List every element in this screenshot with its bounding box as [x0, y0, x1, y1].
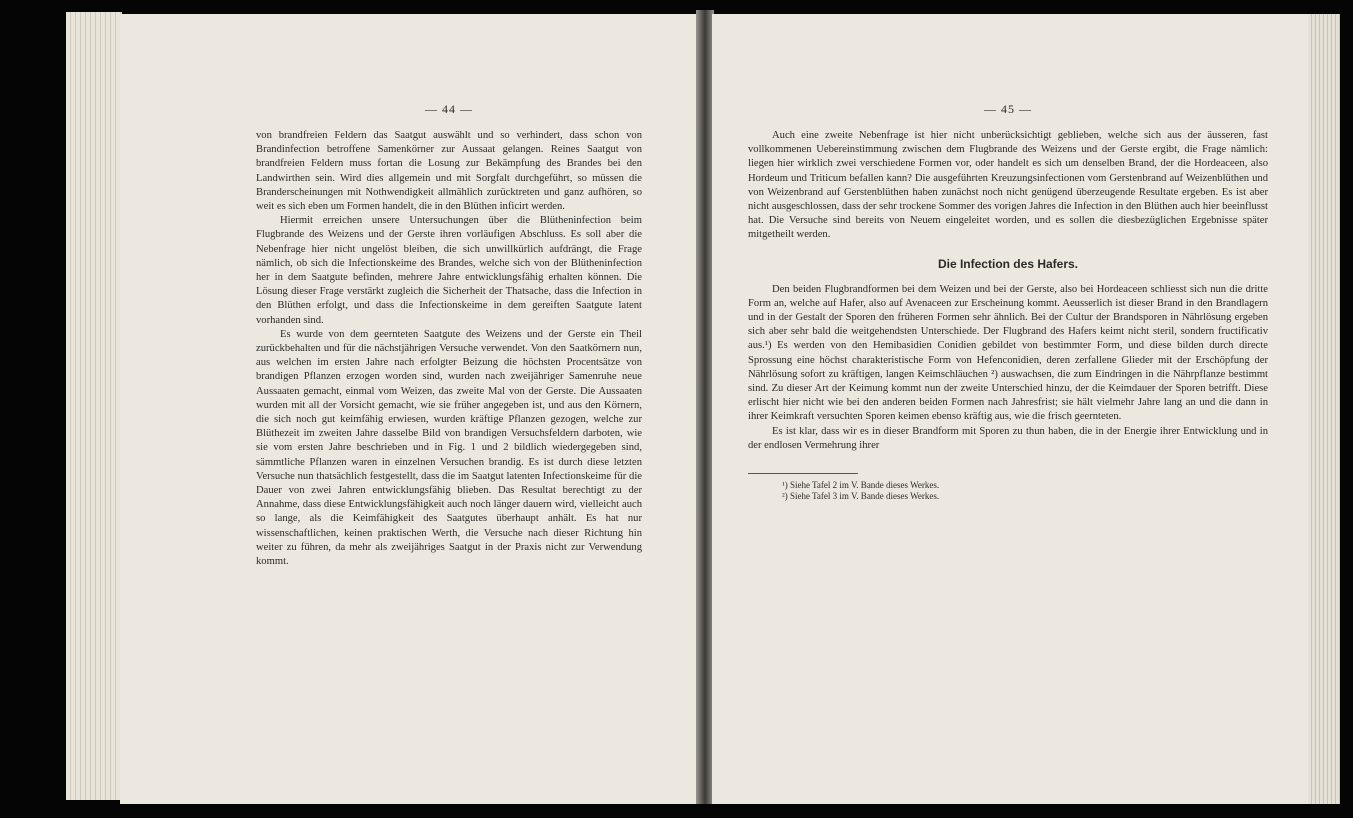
section-heading: Die Infection des Hafers. — [937, 256, 1079, 271]
paragraph: Auch eine zweite Nebenfrage ist hier nicht unberücksichtigt geblieben, welche sich aus der äusseren, fast vollkommenen Uebereinstimmung zwischen dem Flugbrande des Weizens und der Gerste ergibt, die Frage nämlich: liegen hier wirklich zwei verschiedene Formen vor, oder handelt es sich um denselben Brand, der die Hordeaceen, also Hordeum und Triticum befallen kann? Die ausgeführten Kreuzungsinfectionen vom Gerstenbrand auf Weizenblüthen und von Weizenbrand auf Gerstenblüthen haben zunächst noch nicht genügend überzeugende Resultate ergeben. Es ist aber nicht ausgeschlossen, dass der sehr trockene Sommer des vorigen Jahres die Infection in den Blüthen auch hier beeinflusst hat. Die Versuche sind bereits von Neuem eingeleitet worden, und es sollen die diesbezüglichen Ergebnisse später mitgetheilt werden. — [748, 130, 1268, 241]
paragraph: Es ist klar, dass wir es in dieser Brandform mit Sporen zu thun haben, die in der Energie ihrer Entwicklung und in der endlosen Vermehrung ihrer — [748, 425, 1268, 451]
right-page — [712, 14, 1308, 804]
right-page-section-body — [748, 283, 1268, 453]
paragraph: Es wurde von dem geernteten Saatgute des Weizens und der Gerste ein Theil zurückbehalten und für die nächstjährigen Versuche verwendet. Von den Saatkörnern nun, aus welchen im ersten Jahre nach erfolgter Beizung die höchsten Procentsätze von brandigen Pflanzen erzogen worden sind, wurden nach zweijähriger Samenruhe neue Aussaaten gemacht, einmal vom Weizen, das zweite Mal von der Gerste. Die Aussaaten wurden mit all der Vorsicht gemacht, wie sie früher angegeben ist, und aus den Körnern, die sich noch gut keimfähig erwiesen, wurden kräftige Pflanzen gezogen, welche zur Blüthezeit im zweiten Jahre dasselbe Bild von brandigen Versuchsfeldern darboten, wie sie vom ersten Jahre beschrieben und in Fig. 1 und 2 bildlich wiedergegeben sind, sämmtliche Pflanzen waren in einzelnen Versuchen brandig. Es ist durch diese letzten Versuche nun thatsächlich festgestellt, dass die im Saatgut latenten Infectionskeime für die Dauer von zwei Jahren entwicklungsfähig blieben. Das Resultat berechtigt zu der Annahme, dass diese Entwicklungsfähigkeit auch noch länger dauern wird, vielleicht auch so lange, als die Keimfähigkeit des Saatgutes überhaupt anhält. Es hat nur wissenschaftlichen, keinen praktischen Werth, die Versuche nach dieser Richtung hin weiter zu führen, da mehr als zweijähriges Saatgut in der Praxis nicht zur Verwendung kommt. — [256, 328, 642, 568]
page-number-right: — 45 — — [984, 102, 1032, 116]
page-stack-edge-left — [66, 12, 122, 800]
left-page-body — [256, 129, 642, 569]
footnote: ²) Siehe Tafel 3 im V. Bande dieses Werkes. — [782, 491, 940, 502]
paragraph: Hiermit erreichen unsere Untersuchungen über die Blütheninfection beim Flugbrande des Weizens und der Gerste ihren vorläufigen Abschluss. Es soll aber die Nebenfrage hier nicht ungelöst bleiben, die sich unwillkürlich aufdrängt, die Frage nämlich, ob sich die Infectionskeime des Brandes, welche sich von der Blütheninfection her in dem Saatgute befinden, mehrere Jahre entwicklungsfähig erhalten können. Die Lösung dieser Frage verstärkt zugleich die Sicherheit der Thatsache, dass die Infection in den Blüthen erfolgt, und dass die Infectionskeime in dem gereiften Saatgute latent vorhanden sind. — [256, 215, 642, 326]
footnote: ¹) Siehe Tafel 2 im V. Bande dieses Werkes. — [782, 480, 940, 491]
right-page-body — [748, 129, 1268, 243]
page-number-left: — 44 — — [425, 102, 473, 116]
footnote-divider — [748, 473, 858, 474]
left-page — [120, 14, 698, 804]
footnotes — [748, 480, 1268, 502]
page-stack-edge-right — [1308, 14, 1340, 804]
paragraph: Den beiden Flugbrandformen bei dem Weizen und bei der Gerste, also bei Hordeaceen schliesst sich nun die dritte Form an, welche auf Hafer, also auf Avenaceen zur Erscheinung kommt. Aeusserlich ist dieser Brand in den Brandlagern und in der Gestalt der Sporen den früheren Formen sehr ähnlich. Bei der Cultur der Brandsporen in Nährlösung ergeben sich aber sehr bald die weitgehendsten Unterschiede. Der Flugbrand des Hafers keimt nicht steril, sondern fructificativ aus.¹) Es werden von den Hemibasidien Conidien gebildet von bestimmter Form, und diese bilden durch directe Sprossung eine höchst charakteristische Form von Hefenconidien, deren zerfallene Glieder mit der Erschöpfung der Nährlösung sofort zu kräftigen, langen Keimschläuchen ²) auswachsen, die zum Eindringen in die Nährpflanze bestimmt sind. Zu dieser Art der Keimung kommt nun der zweite Unterschied hinzu, der die Keimdauer der Sporen betrifft. Diese erlischt hier nicht wie bei den anderen beiden Formen nach Jahresfrist; sie hält vielmehr Jahre lang an und die dann in ihrer Keimkraft versuchten Sporen keimen ebenso kräftig aus, wie die frisch geernteten. — [748, 283, 1268, 423]
paragraph: von brandfreien Feldern das Saatgut auswählt und so verhindert, dass schon von Brandinfection betroffene Samenkörner zur Aussaat gelangen. Reines Saatgut von brandfreien Feldern muss fortan die Losung zur Bekämpfung des Brandes bei den Landwirthen sein. Wird dies allgemein und mit Sorgfalt durchgeführt, so müssen die Branderscheinungen mit Nothwendigkeit allmählich zurücktreten und ganz aufhören, so weit es sich eben um Formen handelt, die in den Blüthen inficirt werden. — [256, 130, 642, 213]
